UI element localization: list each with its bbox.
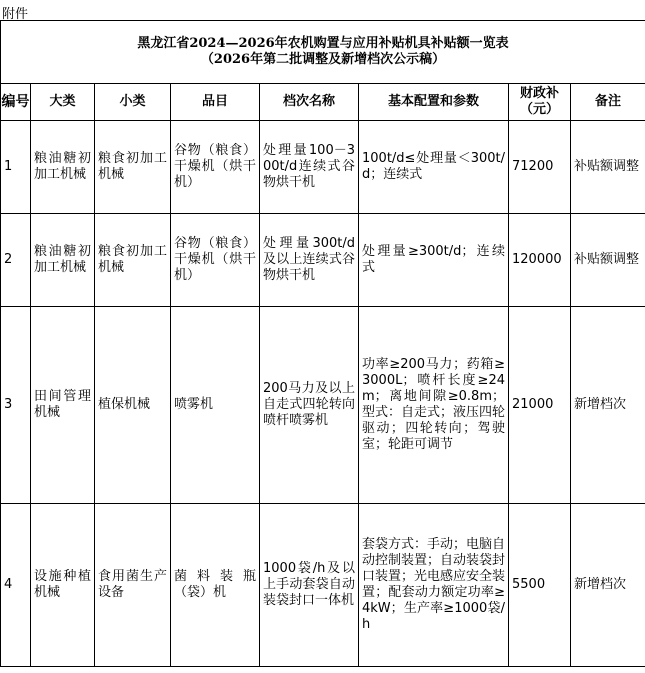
cell-config: 套袋方式：手动；电脑自动控制装置；自动装袋封口装置；光电感应安全装置；配套动力额定功率≥4kW；生产率≥1000袋/h	[359, 504, 509, 667]
subsidy-table	[0, 20, 645, 667]
cell-item: 谷物（粮食）干燥机（烘干机）	[171, 214, 260, 307]
cell-grade: 处理量100－300t/d连续式谷物烘干机	[260, 121, 359, 214]
header-no: 编号	[1, 84, 31, 121]
header-subsidy: 财政补（元）	[509, 84, 571, 121]
table-row	[1, 121, 645, 214]
cell-item: 喷雾机	[171, 307, 260, 504]
header-row	[1, 84, 645, 121]
cell-config: 功率≥200马力；药箱≥3000L；喷杆长度≥24m；离地间隙≥0.8m；型式：自走式；液压四轮驱动；四轮转向；驾驶室；轮距可调节	[359, 307, 509, 504]
cell-no: 2	[1, 214, 31, 307]
cell-config: 100t/d≤处理量＜300t/d；连续式	[359, 121, 509, 214]
header-note: 备注	[571, 84, 645, 121]
cell-note: 补贴额调整	[571, 214, 645, 307]
title-line-1: 黑龙江省2024—2026年农机购置与应用补贴机具补贴额一览表	[137, 36, 509, 51]
cell-note: 新增档次	[571, 307, 645, 504]
cell-no: 3	[1, 307, 31, 504]
header-item: 品目	[171, 84, 260, 121]
cell-no: 4	[1, 504, 31, 667]
header-category: 大类	[31, 84, 95, 121]
cell-subsidy: 71200	[509, 121, 571, 214]
cell-subsidy: 120000	[509, 214, 571, 307]
table-row	[1, 307, 645, 504]
cell-config: 处理量≥300t/d；连续式	[359, 214, 509, 307]
table-title	[1, 21, 645, 84]
cell-category: 粮油糖初加工机械	[31, 214, 95, 307]
cell-subcategory: 植保机械	[95, 307, 171, 504]
cell-subcategory: 粮食初加工机械	[95, 214, 171, 307]
cell-note: 补贴额调整	[571, 121, 645, 214]
header-subcategory: 小类	[95, 84, 171, 121]
table-row	[1, 214, 645, 307]
title-row	[1, 21, 645, 84]
cell-grade: 处理量300t/d及以上连续式谷物烘干机	[260, 214, 359, 307]
cell-item: 谷物（粮食）干燥机（烘干机）	[171, 121, 260, 214]
table-row	[1, 504, 645, 667]
cell-grade: 200马力及以上自走式四轮转向喷杆喷雾机	[260, 307, 359, 504]
cell-category: 田间管理机械	[31, 307, 95, 504]
title-line-2: （2026年第二批调整及新增档次公示稿）	[200, 52, 446, 67]
cell-category: 粮油糖初加工机械	[31, 121, 95, 214]
header-grade: 档次名称	[260, 84, 359, 121]
cell-category: 设施种植机械	[31, 504, 95, 667]
cell-no: 1	[1, 121, 31, 214]
cell-subsidy: 21000	[509, 307, 571, 504]
cell-grade: 1000袋/h及以上手动套袋自动装袋封口一体机	[260, 504, 359, 667]
header-config: 基本配置和参数	[359, 84, 509, 121]
cell-subsidy: 5500	[509, 504, 571, 667]
cell-note: 新增档次	[571, 504, 645, 667]
cell-item: 菌料装瓶（袋）机	[171, 504, 260, 667]
cell-subcategory: 食用菌生产设备	[95, 504, 171, 667]
attachment-label: 附件	[2, 7, 29, 22]
cell-subcategory: 粮食初加工机械	[95, 121, 171, 214]
